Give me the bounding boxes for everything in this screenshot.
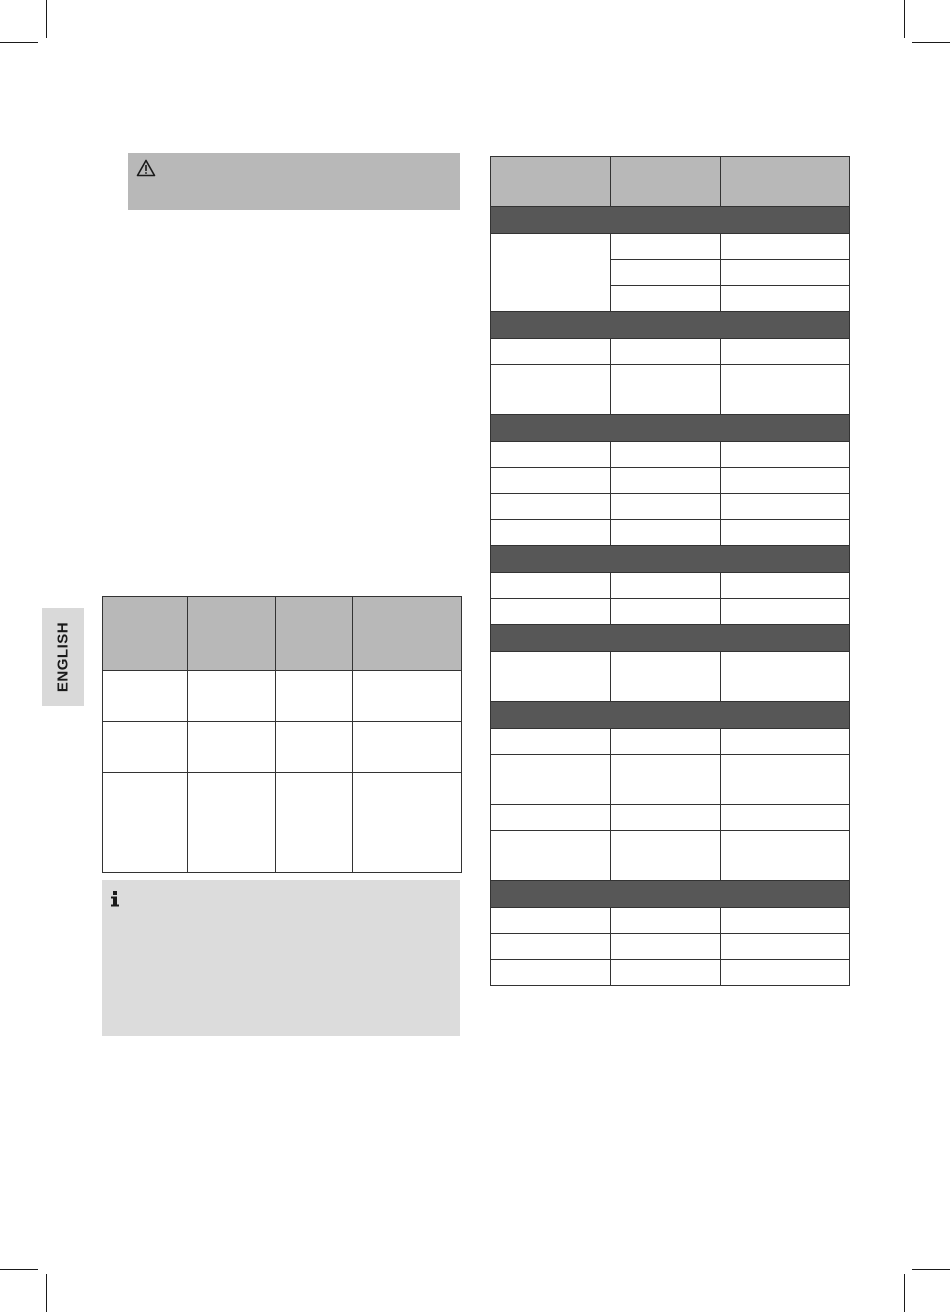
table-cell (491, 494, 611, 520)
table-cell (491, 365, 611, 415)
table-cell (611, 234, 721, 260)
crop-mark (912, 1269, 950, 1270)
table-row (103, 671, 462, 722)
table-cell (611, 805, 721, 831)
table-cell (491, 599, 611, 625)
table-cell (611, 442, 721, 468)
table-cell (491, 468, 611, 494)
section-header-cell (491, 415, 850, 442)
table-cell (611, 260, 721, 286)
table-cell (611, 286, 721, 312)
table-cell (103, 671, 188, 722)
table-header-row (491, 157, 850, 207)
table-cell (611, 960, 721, 986)
table-cell (491, 934, 611, 960)
crop-mark (0, 1269, 38, 1270)
table-cell (721, 805, 850, 831)
right-table (490, 156, 850, 986)
table-cell (491, 729, 611, 755)
table-cell (611, 729, 721, 755)
table-cell (721, 755, 850, 805)
language-tab-label: ENGLISH (54, 621, 72, 693)
table-cell (721, 934, 850, 960)
table-row (491, 805, 850, 831)
info-icon (110, 891, 120, 907)
table-cell (188, 671, 276, 722)
left-table (102, 596, 462, 873)
table-cell (611, 339, 721, 365)
table-cell (491, 520, 611, 546)
table-cell (353, 671, 462, 722)
crop-mark (46, 0, 47, 38)
table-row (491, 234, 850, 260)
table-cell (611, 573, 721, 599)
table-cell (103, 773, 188, 873)
table-cell (721, 260, 850, 286)
section-header-cell (491, 702, 850, 729)
table-cell (491, 234, 611, 312)
table-row (491, 520, 850, 546)
section-header-cell (491, 546, 850, 573)
table-cell (721, 599, 850, 625)
table-cell (721, 908, 850, 934)
table-cell (353, 722, 462, 773)
table-cell (721, 520, 850, 546)
table-header-row (103, 597, 462, 671)
table-row (491, 652, 850, 702)
table-cell (491, 831, 611, 881)
table-cell (611, 831, 721, 881)
table-header-cell (611, 157, 721, 207)
table-cell (491, 573, 611, 599)
section-header-row (491, 881, 850, 908)
table-cell (491, 960, 611, 986)
table-cell (721, 652, 850, 702)
table-cell (721, 831, 850, 881)
table-cell (721, 339, 850, 365)
crop-mark (904, 0, 905, 38)
table-row (103, 722, 462, 773)
crop-mark (904, 1274, 905, 1312)
section-header-row (491, 207, 850, 234)
table-row (491, 960, 850, 986)
table-cell (611, 652, 721, 702)
crop-mark (0, 42, 38, 43)
table-row (491, 573, 850, 599)
table-row (103, 773, 462, 873)
table-cell (611, 365, 721, 415)
section-header-cell (491, 207, 850, 234)
table-row (491, 468, 850, 494)
section-header-row (491, 312, 850, 339)
table-cell (611, 468, 721, 494)
table-cell (491, 755, 611, 805)
section-header-cell (491, 881, 850, 908)
table-cell (721, 468, 850, 494)
info-box (102, 880, 460, 1036)
table-cell (491, 442, 611, 468)
table-header-cell (491, 157, 611, 207)
table-row (491, 729, 850, 755)
table-cell (721, 494, 850, 520)
table-cell (276, 773, 353, 873)
table-row (491, 442, 850, 468)
table-cell (276, 671, 353, 722)
table-header-cell (188, 597, 276, 671)
table-row (491, 934, 850, 960)
table-row (491, 755, 850, 805)
table-cell (721, 573, 850, 599)
section-header-row (491, 702, 850, 729)
section-header-cell (491, 625, 850, 652)
section-header-row (491, 415, 850, 442)
table-row (491, 831, 850, 881)
table-header-cell (721, 157, 850, 207)
table-cell (611, 494, 721, 520)
table-row (491, 908, 850, 934)
table-cell (276, 722, 353, 773)
warning-box (128, 153, 460, 210)
section-header-cell (491, 312, 850, 339)
table-header-cell (276, 597, 353, 671)
table-cell (103, 722, 188, 773)
table-cell (721, 286, 850, 312)
table-row (491, 599, 850, 625)
table-cell (491, 908, 611, 934)
table-cell (721, 442, 850, 468)
table-cell (491, 652, 611, 702)
table-cell (611, 934, 721, 960)
table-cell (611, 520, 721, 546)
table-cell (491, 339, 611, 365)
warning-triangle-icon (136, 159, 156, 177)
table-header-cell (103, 597, 188, 671)
table-cell (721, 234, 850, 260)
table-cell (611, 599, 721, 625)
table-row (491, 365, 850, 415)
table-cell (721, 960, 850, 986)
table-cell (188, 722, 276, 773)
table-header-cell (353, 597, 462, 671)
table-row (491, 494, 850, 520)
table-cell (188, 773, 276, 873)
crop-mark (46, 1274, 47, 1312)
table-cell (721, 729, 850, 755)
section-header-row (491, 546, 850, 573)
table-row (491, 339, 850, 365)
table-cell (611, 908, 721, 934)
table-cell (721, 365, 850, 415)
language-tab (42, 608, 84, 706)
crop-mark (912, 42, 950, 43)
table-cell (491, 805, 611, 831)
table-cell (353, 773, 462, 873)
section-header-row (491, 625, 850, 652)
table-cell (611, 755, 721, 805)
